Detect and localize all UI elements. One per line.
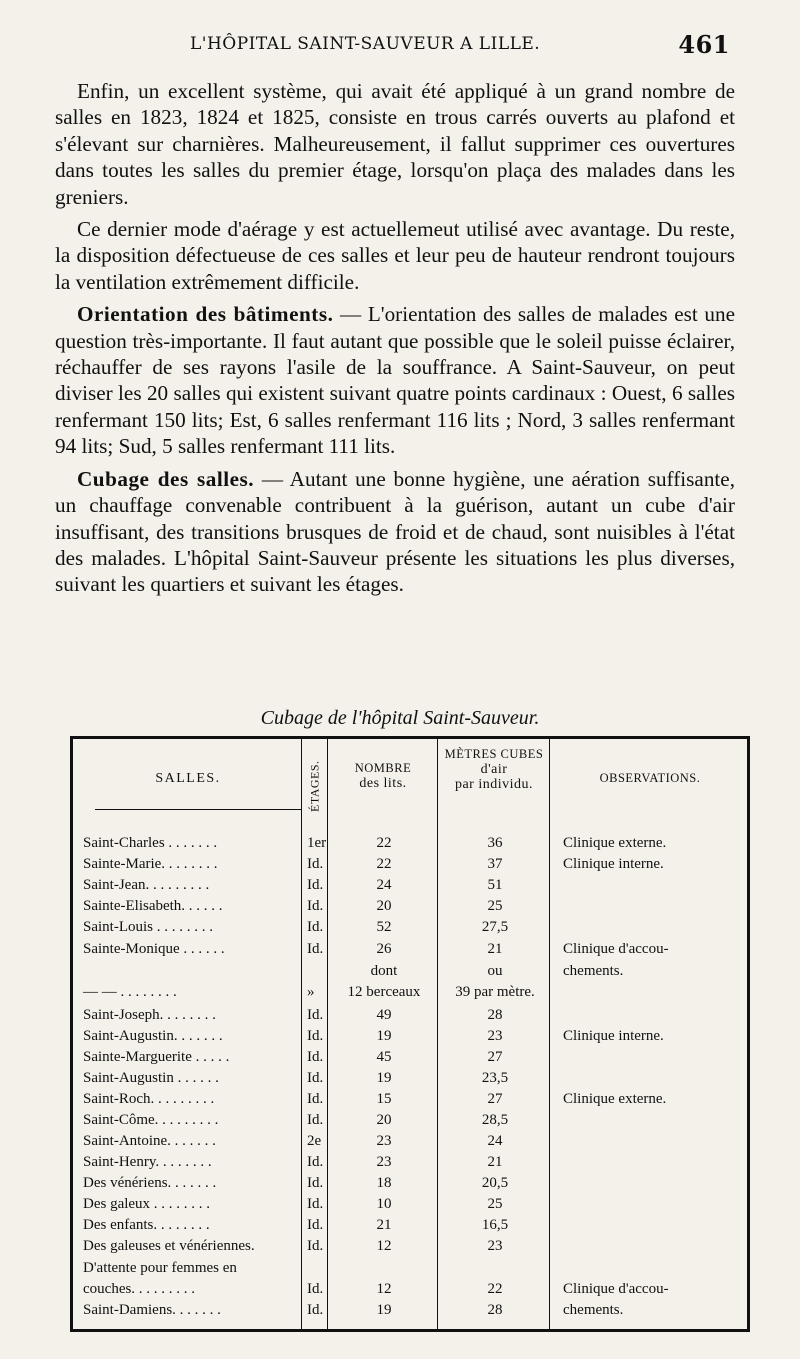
cell-salle: Saint-Antoine. . . . . . . <box>83 1133 216 1149</box>
body-text <box>55 78 735 604</box>
header-des-lits: des lits. <box>359 776 407 791</box>
cell-metres: 21 <box>487 1154 503 1170</box>
table-row <box>73 1133 747 1153</box>
cell-etage: Id. <box>307 856 324 872</box>
cell-metres: 27 <box>487 1091 503 1107</box>
cell-lits: 22 <box>376 835 392 851</box>
cell-metres: 16,5 <box>481 1217 509 1233</box>
table-row <box>73 941 747 961</box>
running-head <box>190 30 750 59</box>
cell-etage: 2e <box>307 1133 322 1149</box>
header-rule <box>95 809 301 810</box>
paragraph-orientation <box>55 301 735 459</box>
cell-metres: 28,5 <box>481 1112 509 1128</box>
paragraph-ventilation: Enfin, un excellent système, qui avait été appliqué à un grand nombre de salles en 1823, 1824 et 1825, consiste en trous carrés ouverts au plafond et s'élevant sur charnières. Malheureusement, il fallut supprimer ces ouvertures dans toutes les salles du premier étage, lorsqu'on plaça des malades dans les greniers. <box>55 79 735 209</box>
cell-salle: Des vénériens. . . . . . . <box>83 1175 217 1191</box>
cell-metres: 21 <box>487 941 503 957</box>
cell-salle: Sainte-Marguerite . . . . . <box>83 1049 230 1065</box>
cell-salle: Saint-Louis . . . . . . . . <box>83 919 213 935</box>
cell-observation: Clinique externe. <box>563 835 667 851</box>
cell-metres: 27,5 <box>481 919 509 935</box>
cell-etage: Id. <box>307 1091 324 1107</box>
cell-metres: 51 <box>487 877 503 893</box>
table-row <box>73 1007 747 1027</box>
cell-lits: 19 <box>376 1070 392 1086</box>
paragraph-cubage <box>55 466 735 598</box>
cell-salle: Saint-Charles . . . . . . . <box>83 835 218 851</box>
cell-metres: 20,5 <box>481 1175 509 1191</box>
table-row <box>73 856 747 876</box>
table-row <box>73 1112 747 1132</box>
cell-salle: Sainte-Elisabeth. . . . . . <box>83 898 223 914</box>
cell-salle: Saint-Henry. . . . . . . . <box>83 1154 212 1170</box>
cell-observation: Clinique externe. <box>563 1091 667 1107</box>
table-caption: Cubage de l'hôpital Saint-Sauveur. <box>260 707 540 729</box>
cell-metres: 36 <box>487 835 503 851</box>
table-row <box>73 1070 747 1090</box>
cell-metres: 24 <box>487 1133 503 1149</box>
cell-salle: — — . . . . . . . . <box>83 984 177 1000</box>
header-observations: OBSERVATIONS. <box>599 771 701 785</box>
cubage-text: — Autant une bonne hygiène, une aération suffisante, un chauffage convenable contribuent à la guérison, autant un cube d'air insuffisant, des transitions brusques de froid et de chaud, sont nuisibles à l'état des malades. L'hôpital Saint-Sauveur présente les situations les plus diverses, suivant les quartiers et suivant les étages. <box>55 466 735 597</box>
cell-salle: Saint-Roch. . . . . . . . . <box>83 1091 215 1107</box>
table-row <box>73 1196 747 1216</box>
cell-lits: 19 <box>376 1302 392 1318</box>
cell-lits: 19 <box>376 1028 392 1044</box>
cell-salle: Saint-Augustin . . . . . . <box>83 1070 219 1086</box>
header-metres-cubes <box>438 747 550 792</box>
cell-etage: Id. <box>307 1154 324 1170</box>
cell-salle: Saint-Côme. . . . . . . . . <box>83 1112 219 1128</box>
cell-salle: Sainte-Monique . . . . . . <box>83 941 225 957</box>
cell-lits: 49 <box>376 1007 392 1023</box>
table-row <box>73 898 747 918</box>
cell-salle: couches. . . . . . . . . <box>83 1281 196 1297</box>
table-row <box>73 835 747 855</box>
header-metres: MÈTRES CUBES <box>444 747 544 761</box>
table-row <box>73 1091 747 1111</box>
cell-observation: Clinique interne. <box>563 856 664 872</box>
cell-metres: 23,5 <box>481 1070 509 1086</box>
cell-metres: 28 <box>487 1007 503 1023</box>
cell-etage: Id. <box>307 877 324 893</box>
cell-lits: 52 <box>376 919 392 935</box>
cell-etage: Id. <box>307 1302 324 1318</box>
cell-etage: Id. <box>307 1049 324 1065</box>
cell-lits: 20 <box>376 1112 392 1128</box>
cell-etage: Id. <box>307 1238 324 1254</box>
cell-lits: 45 <box>376 1049 392 1065</box>
header-air: d'air <box>480 762 508 777</box>
cell-lits: dont <box>370 963 398 979</box>
header-salles: SALLES. <box>155 771 221 786</box>
cell-lits: 12 berceaux <box>347 984 421 1000</box>
cell-observation: chements. <box>563 1302 624 1318</box>
header-nombre: NOMBRE <box>354 761 412 775</box>
cell-lits: 15 <box>376 1091 392 1107</box>
cell-salle: Des galeux . . . . . . . . <box>83 1196 211 1212</box>
cell-lits: 23 <box>376 1133 392 1149</box>
cell-lits: 20 <box>376 898 392 914</box>
heading-orientation: Orientation des bâtiments. <box>77 302 334 327</box>
cell-lits: 24 <box>376 877 392 893</box>
cell-salle: Sainte-Marie. . . . . . . . <box>83 856 218 872</box>
paragraph-aerage: Ce dernier mode d'aérage y est actuellemeut utilisé avec avantage. Du reste, la disposition défectueuse de ces salles et leur peu de hauteur rendront toujours la ventilation extrêmement difficile. <box>55 217 735 294</box>
page-number: 461 <box>678 30 730 59</box>
cell-etage: Id. <box>307 898 324 914</box>
header-etages: ÉTAGES. <box>307 760 322 812</box>
table-row <box>73 1302 747 1322</box>
cell-salle: Saint-Joseph. . . . . . . . <box>83 1007 216 1023</box>
cell-salle: Saint-Damiens. . . . . . . <box>83 1302 221 1318</box>
cell-lits: 26 <box>376 941 392 957</box>
table-row <box>73 877 747 897</box>
cell-metres: 39 par mètre. <box>455 984 535 1000</box>
cell-etage: Id. <box>307 941 324 957</box>
cell-metres: 27 <box>487 1049 503 1065</box>
cell-etage: Id. <box>307 1112 324 1128</box>
cell-lits: 23 <box>376 1154 392 1170</box>
cell-observation: Clinique d'accou- <box>563 1281 669 1297</box>
cell-etage: Id. <box>307 1175 324 1191</box>
cell-lits: 18 <box>376 1175 392 1191</box>
cell-observation: chements. <box>563 963 624 979</box>
table-row <box>73 1154 747 1174</box>
table-row <box>73 984 747 1004</box>
cell-metres: 23 <box>487 1238 503 1254</box>
cell-salle: D'attente pour femmes en <box>83 1260 237 1276</box>
cell-lits: 12 <box>376 1281 392 1297</box>
table-row <box>73 1281 747 1301</box>
cell-metres: 37 <box>487 856 503 872</box>
cell-salle: Saint-Jean. . . . . . . . . <box>83 877 210 893</box>
cell-etage: Id. <box>307 919 324 935</box>
cell-etage: » <box>307 984 315 1000</box>
orientation-text: — L'orientation des salles de malades est une question très-importante. Il faut autant que possible que le soleil puisse éclairer, réchauffer de ses rayons l'asile de la souffrance. A Saint-Sauveur, on peut diviser les 20 salles qui existent suivant quatre points cardinaux : Ouest, 6 salles renfermant 150 lits; Est, 6 salles renfermant 116 lits ; Nord, 3 salles renfermant 94 lits; Sud, 5 salles renfermant 111 lits. <box>55 302 735 459</box>
cell-etage: Id. <box>307 1217 324 1233</box>
cell-metres: 25 <box>487 1196 503 1212</box>
table-row <box>73 963 747 983</box>
cell-etage: Id. <box>307 1070 324 1086</box>
cell-lits: 21 <box>376 1217 392 1233</box>
cell-metres: ou <box>487 963 503 979</box>
cell-metres: 28 <box>487 1302 503 1318</box>
cell-salle: Des galeuses et vénériennes. <box>83 1238 255 1254</box>
cell-etage: 1er <box>307 835 327 851</box>
cell-etage: Id. <box>307 1281 324 1297</box>
cell-metres: 25 <box>487 898 503 914</box>
cell-salle: Saint-Augustin. . . . . . . <box>83 1028 223 1044</box>
cell-metres: 22 <box>487 1281 503 1297</box>
header-par-individu: par individu. <box>454 777 534 792</box>
cell-etage: Id. <box>307 1196 324 1212</box>
table-row <box>73 1028 747 1048</box>
cell-observation: Clinique interne. <box>563 1028 664 1044</box>
table-row <box>73 919 747 939</box>
cell-observation: Clinique d'accou- <box>563 941 669 957</box>
table-row <box>73 1260 747 1280</box>
cubage-table <box>70 736 750 1332</box>
cell-etage: Id. <box>307 1007 324 1023</box>
cell-metres: 23 <box>487 1028 503 1044</box>
table-row <box>73 1049 747 1069</box>
table-row <box>73 1175 747 1195</box>
cell-salle: Des enfants. . . . . . . . <box>83 1217 210 1233</box>
table-row <box>73 1217 747 1237</box>
table-row <box>73 1238 747 1258</box>
cell-lits: 12 <box>376 1238 392 1254</box>
heading-cubage: Cubage des salles. <box>77 466 255 491</box>
cell-lits: 10 <box>376 1196 392 1212</box>
cell-etage: Id. <box>307 1028 324 1044</box>
header-nombre-lits <box>328 761 438 791</box>
running-head-title: L'HÔPITAL SAINT-SAUVEUR A LILLE. <box>190 34 541 54</box>
cell-lits: 22 <box>376 856 392 872</box>
